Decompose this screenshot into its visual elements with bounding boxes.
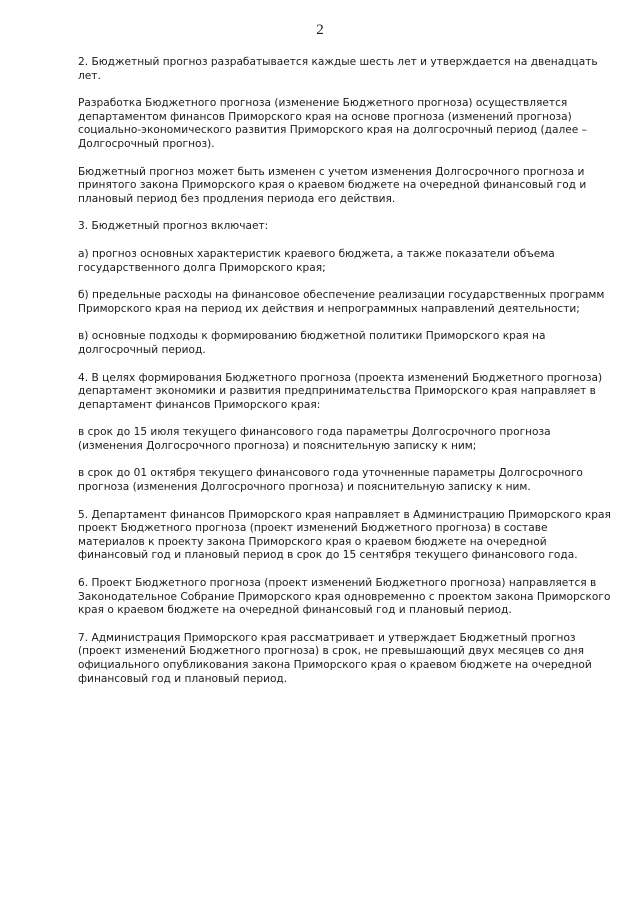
page-number: 2 [316,22,324,38]
paragraph-4-july: в срок до 15 июля текущего финансового года параметры Долгосрочного прогноза (изменения Долгосрочного прогноза) и пояснительную записку к ним; [78,426,551,452]
paragraph-3v: в) основные подходы к формированию бюджетной политики Приморского края на долгосрочный период. [78,330,546,356]
paragraph-4-october: в срок до 01 октября текущего финансового года уточненные параметры Долгосрочного прогноза (изменения Долгосрочного прогноза) и пояснительную записку к ним. [78,467,583,494]
paragraph-3b: б) предельные расходы на финансовое обеспечение реализации государственных программ Приморского края на период их действия и непрограммных направлений деятельности; [78,289,605,315]
paragraph-change: Бюджетный прогноз может быть изменен с учетом изменения Долгосрочного прогноза и принятого закона Приморского края о краевом бюджете на очередной финансовый год и плановый период без продления периода его действия. [78,165,587,205]
paragraph-4: 4. В целях формирования Бюджетного прогноза (проекта изменений Бюджетного прогноза) департамент экономики и развития предпринимательства Приморского края направляет в департамент финансов Приморского края: [78,371,603,411]
document-body [78,56,612,700]
paragraph-development: Разработка Бюджетного прогноза (изменение Бюджетного прогноза) осуществляется департаментом финансов Приморского края на основе прогноза (изменений прогноза) социально-экономического развития Приморского края на долгосрочный период (далее – Долгосрочный прогноз). [78,97,587,150]
paragraph-3: 3. Бюджетный прогноз включает: [78,220,269,233]
paragraph-2: 2. Бюджетный прогноз разрабатывается каждые шесть лет и утверждается на двенадцать лет. [78,56,598,82]
paragraph-3a: а) прогноз основных характеристик краевого бюджета, а также показатели объема государственного долга Приморского края; [78,247,555,274]
paragraph-6: 6. Проект Бюджетного прогноза (проект изменений Бюджетного прогноза) направляется в Законодательное Собрание Приморского края одновременно с проектом закона Приморского края о краевом бюджете на очередной финансовый год и плановый период. [78,577,611,617]
paragraph-5: 5. Департамент финансов Приморского края направляет в Администрацию Приморского края проект Бюджетного прогноза (проект изменений Бюджетного прогноза) в составе материалов к проекту закона Приморского края о краевом бюджете на очередной финансовый год и плановый период в срок до 15 сентября текущего финансового года. [78,508,611,562]
paragraph-7: 7. Администрация Приморского края рассматривает и утверждает Бюджетный прогноз (проект изменений Бюджетного прогноза) в срок, не превышающий двух месяцев со дня официального опубликования закона Приморского края о краевом бюджете на очередной финансовый год и плановый период. [78,631,592,685]
